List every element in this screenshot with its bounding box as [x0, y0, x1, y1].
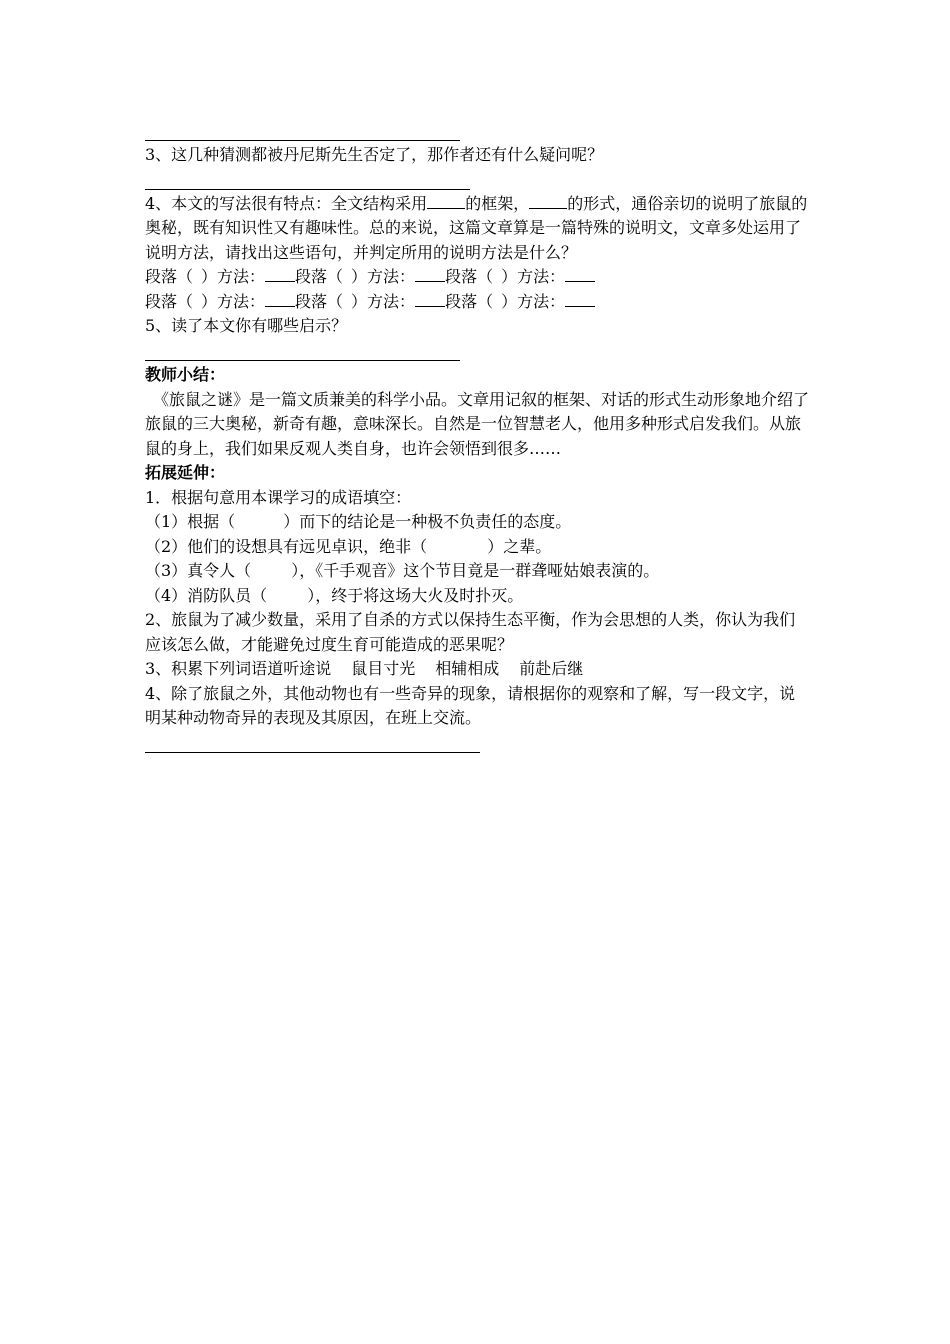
- extension-item-2: 2、旅鼠为了减少数量，采用了自杀的方式以保持生态平衡，作为会思想的人类，你认为我们应该怎么做，才能避免过度生育可能造成的恶果呢？: [145, 610, 796, 654]
- fill-sentence-2: （2）他们的设想具有远见卓识，绝非（ ）之辈。: [145, 536, 552, 556]
- answer-line-q3[interactable]: [145, 167, 810, 192]
- blank-form[interactable]: [529, 192, 567, 209]
- answer-line-ext4[interactable]: [145, 731, 810, 756]
- question-3: 3、这几种猜测都被丹尼斯先生否定了，那作者还有什么疑问呢？: [145, 144, 604, 164]
- extension-item-4: 4、除了旅鼠之外，其他动物也有一些奇异的现象，请根据你的观察和了解，写一段文字，说明某种动物奇异的表现及其原因，在班上交流。: [145, 683, 796, 727]
- fill-sentence-3: （3）真令人（ ），《千手观音》这个节目竟是一群聋哑姑娘表演的。: [145, 561, 660, 580]
- method-row-2: 段落（ ）方法： 段落（ ）方法： 段落（ ）方法：: [145, 290, 810, 315]
- blank-structure[interactable]: [427, 192, 465, 209]
- answer-line-q5[interactable]: [145, 339, 810, 364]
- fill-sentence-4: （4）消防队员（ ），终于将这场大火及时扑灭。: [145, 585, 524, 605]
- extension-item-3: 3、积累下列词语道听途说 鼠目寸光 相辅相成 前赴后继: [145, 659, 584, 678]
- question-4: 4、本文的写法很有特点：全文结构采用 的框架， 的形式，通俗亲切的说明了旅鼠的奥秘，既有知识性又有趣味性。总的来说，这篇文章算是一篇特殊的说明文，文章多处运用了说明方法，请找出这些语句，并判定所用的说明方法是什么？: [145, 193, 808, 262]
- fill-sentence-1: （1）根据（ ）而下的结论是一种极不负责任的态度。: [145, 512, 572, 531]
- worksheet-page: [145, 118, 810, 755]
- extension-heading: 拓展延伸：: [145, 463, 226, 482]
- answer-line-q2[interactable]: [145, 118, 810, 143]
- question-5: 5、读了本文你有哪些启示？: [145, 316, 348, 335]
- method-row-1: 段落（ ）方法： 段落（ ）方法： 段落（ ）方法：: [145, 265, 810, 290]
- summary-heading: 教师小结：: [145, 365, 226, 384]
- summary-body: 《旅鼠之谜》是一篇文质兼美的科学小品。文章用记叙的框架、对话的形式生动形象地介绍了旅鼠的三大奥秘，新奇有趣，意味深长。自然是一位智慧老人，他用多种形式启发我们。从旅鼠的身上，我们如果反观人类自身，也许会领悟到很多……: [145, 389, 810, 458]
- extension-item-1: 1．根据句意用本课学习的成语填空：: [145, 487, 412, 507]
